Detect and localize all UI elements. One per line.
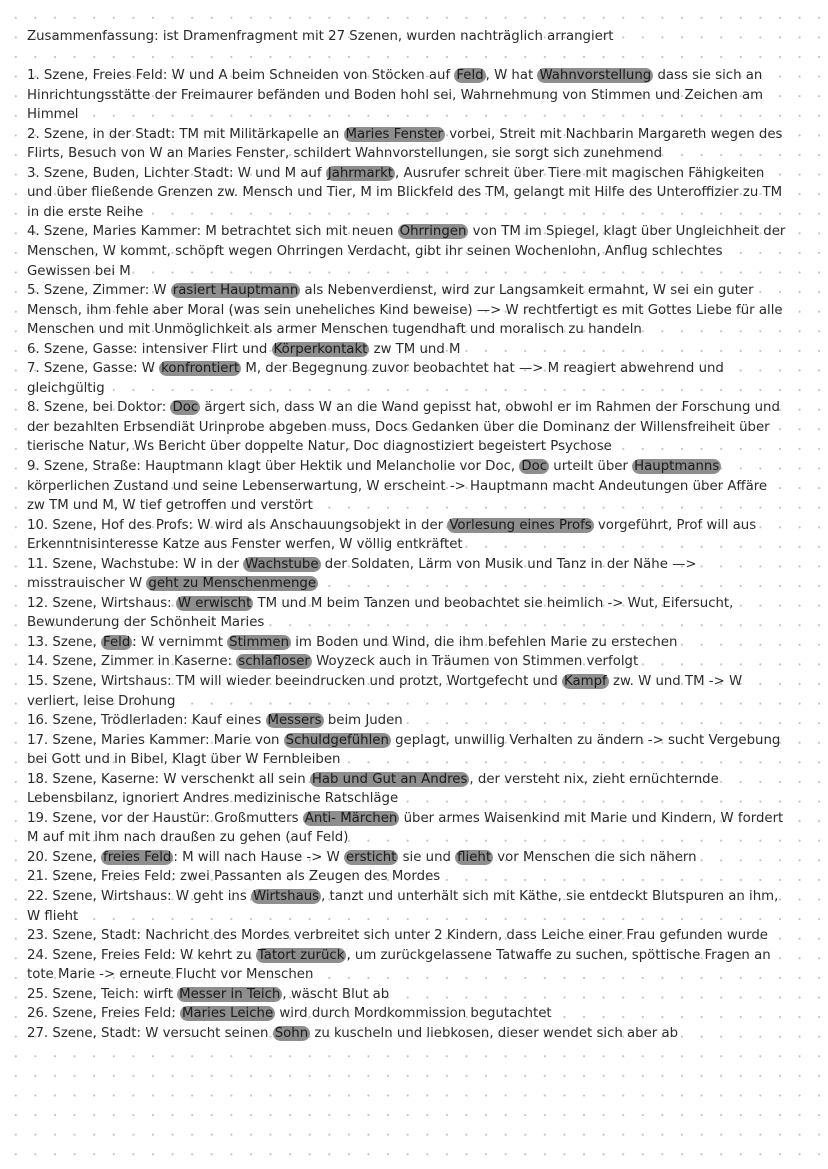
scene-text: von TM im Spiegel, klagt über Ungleichheit der Menschen, W kommt, schöpft wegen Ohrringen Verdacht, gibt ihr seinen Wochenlohn, Anflug schlechtes Gewissen bei M (27, 224, 786, 279)
scene-text: , wäscht Blut ab (282, 986, 390, 1002)
scene-text: 18. Szene, Kaserne: W verschenkt all sein (27, 771, 310, 787)
scene-text: 16. Szene, Trödlerladen: Kauf eines (27, 713, 266, 729)
highlighted-keyword: Messer in Teich (179, 986, 281, 1002)
scene-text: geplagt, unwillig Verhalten zu ändern -> sucht Vergebung bei Gott und in Bibel, Klagt über W Fernbleiben (27, 732, 781, 768)
highlighted-keyword: Ohrringen (399, 224, 467, 240)
scene-10 (27, 516, 789, 555)
scene-text: 22. Szene, Wirtshaus: W geht ins (27, 889, 251, 905)
highlighted-keyword: flieht (457, 849, 492, 865)
scene-12 (27, 594, 789, 633)
scene-22 (27, 887, 789, 926)
scene-text: 13. Szene, (27, 634, 102, 650)
scene-text: 15. Szene, Wirtshaus: TM will wieder beeindrucken und protzt, Wortgefecht und (27, 674, 563, 689)
scene-list (27, 66, 789, 1043)
scene-text: vorbei, Streit mit Nachbarin Margareth wegen des Flirts, Besuch von W an Maries Fenster, schildert Wahnvorstellungen, sie sorgt sich zunehmend (27, 126, 783, 162)
scene-25 (27, 985, 789, 1005)
scene-19 (27, 809, 789, 848)
scene-text: 10. Szene, Hof des Profs: W wird als Anschauungsobjekt in der (27, 517, 448, 533)
scene-26 (27, 1004, 789, 1024)
highlighted-keyword: Kampf (564, 674, 607, 689)
highlighted-keyword: Anti- Märchen (304, 810, 398, 826)
scene-text: 25. Szene, Teich: wirft (27, 986, 178, 1002)
scene-text: ärgert sich, dass W an die Wand gepisst hat, obwohl er im Rahmen der Forschung und der bezahlten Erbsendiät Urinprobe abgeben muss, Docs Gedanken über die Dominanz der Willensfreiheit über tierische Natur, Ws Bericht über doppelte Natur, Doc diagnostiziert begeistert Psychose (27, 400, 780, 455)
scene-text: 24. Szene, Freies Feld: W kehrt zu (27, 947, 256, 963)
scene-9 (27, 457, 789, 516)
scene-21 (27, 867, 789, 887)
scene-text: 8. Szene, bei Doktor: (27, 400, 171, 416)
scene-5 (27, 281, 789, 340)
highlighted-keyword: Maries Leiche (182, 1006, 274, 1022)
highlighted-keyword: Körperkontakt (273, 341, 368, 357)
scene-18 (27, 770, 789, 809)
highlighted-keyword: Wachstube (245, 556, 319, 572)
scene-text: vor Menschen die sich nähern (493, 849, 697, 865)
scene-text: 21. Szene, Freies Feld: zwei Passanten als Zeugen des Mordes (27, 869, 441, 885)
highlighted-keyword: Schuldgefühlen (285, 732, 389, 748)
scene-text: 1. Szene, Freies Feld: W und A beim Schneiden von Stöcken auf (27, 68, 455, 84)
scene-8 (27, 398, 789, 457)
scene-text: der Soldaten, Lärm von Musik und Tanz in der Nähe —> misstrauischer W (27, 556, 697, 592)
scene-text: 11. Szene, Wachstube: W in der (27, 556, 244, 572)
scene-text: über armes Waisenkind mit Marie und Kindern, W fordert M auf mit ihm nach draußen zu gehen (auf Feld) (27, 810, 784, 846)
scene-27 (27, 1024, 789, 1044)
highlighted-keyword: Sohn (274, 1025, 309, 1041)
highlighted-keyword: geht zu Menschenmenge (148, 576, 317, 592)
scene-text: 2. Szene, in der Stadt: TM mit Militärkapelle an (27, 126, 344, 142)
scene-text: 7. Szene, Gasse: W (27, 361, 160, 377)
scene-17 (27, 731, 789, 770)
scene-text: beim Juden (323, 713, 403, 729)
scene-text: 27. Szene, Stadt: W versucht seinen (27, 1025, 273, 1041)
highlighted-keyword: Feld (103, 634, 131, 650)
scene-text: körperlichen Zustand und seine Lebenserwartung, W erscheint -> Hauptmann macht Andeutungen über Affäre zw TM und M, W tief getroffen und verstört (27, 478, 768, 514)
scene-15 (27, 672, 789, 711)
scene-text: , Ausrufer schreit über Tiere mit magischen Fähigkeiten und über fließende Grenzen zw. Mensch und Tier, M im Blickfeld des TM, gelangt mit Hilfe des Unteroffizier zu TM in die erste Reihe (27, 165, 783, 220)
scene-text: 20. Szene, (27, 849, 102, 865)
highlighted-keyword: Tatort zurück (257, 947, 345, 963)
scene-text: , der versteht nix, zieht ernüchternde Lebensbilanz, ignoriert Andres medizinische Ratschläge (27, 771, 719, 807)
highlighted-keyword: Stimmen (229, 634, 290, 650)
highlighted-keyword: Doc (172, 400, 199, 416)
highlighted-keyword: Wahnvorstellung (539, 68, 652, 84)
scene-text: 3. Szene, Buden, Lichter Stadt: W und M auf (27, 165, 326, 181)
scene-text: 17. Szene, Maries Kammer: Marie von (27, 732, 284, 748)
scene-text: , W hat (485, 68, 538, 84)
highlighted-keyword: ersticht (345, 849, 397, 865)
scene-text: 4. Szene, Maries Kammer: M betrachtet sich mit neuen (27, 224, 398, 240)
highlighted-keyword: W erwischt (177, 595, 252, 611)
highlighted-keyword: Maries Fenster (345, 126, 443, 142)
scene-7 (27, 359, 789, 398)
scene-20 (27, 848, 789, 868)
scene-text: dass sie sich an Hinrichtungsstätte der Freimaurer befänden und Boden hohl sei, Wahrnehmung von Stimmen und Zeichen am Himmel (27, 68, 764, 123)
scene-text: 5. Szene, Zimmer: W (27, 283, 171, 299)
scene-text: 19. Szene, vor der Haustür: Großmutters (27, 810, 303, 826)
highlighted-keyword: schlafloser (238, 654, 310, 670)
scene-11 (27, 555, 789, 594)
highlighted-keyword: Feld (456, 68, 484, 84)
summary-line: Zusammenfassung: ist Dramenfragment mit 27 Szenen, wurden nachträglich arrangiert (27, 29, 614, 44)
scene-14 (27, 652, 789, 672)
scene-text: zw TM und M (369, 341, 461, 357)
scene-text: : W vernimmt (132, 634, 228, 650)
highlighted-keyword: Wirtshaus (252, 889, 320, 905)
highlighted-keyword: freies Feld (103, 849, 172, 865)
scene-16 (27, 711, 789, 731)
scene-text: 14. Szene, Zimmer in Kaserne: (27, 654, 237, 670)
highlighted-keyword: rasiert Hauptmann (172, 283, 299, 299)
scene-text: zw. W und TM -> W verliert, leise Drohung (27, 674, 743, 709)
highlighted-keyword: Jahrmarkt (327, 165, 394, 181)
scene-3 (27, 164, 789, 223)
scene-text: 26. Szene, Freies Feld: (27, 1006, 181, 1022)
scene-6 (27, 340, 789, 360)
highlighted-keyword: Messers (267, 713, 322, 729)
highlighted-keyword: Hab und Gut an Andres (311, 771, 468, 787)
highlighted-keyword: Vorlesung eines Profs (449, 517, 592, 533)
scene-text: als Nebenverdienst, wird zur Langsamkeit ermahnt, W sei ein guter Mensch, ihm fehle aber Moral (was sein uneheliches Kind beweise) —> W rechtfertigt es mit Gottes Liebe für alle Menschen und mit Unmöglichkeit als armer Menschen tugendhaft und moralisch zu handeln (27, 283, 783, 338)
scene-23 (27, 926, 789, 946)
highlighted-keyword: Hauptmanns (634, 458, 720, 474)
scene-text: vorgeführt, Prof will aus Erkenntnisinteresse Katze aus Fenster werfen, W völlig entkräftet (27, 517, 757, 553)
scene-4 (27, 222, 789, 281)
scene-2 (27, 125, 789, 164)
scene-text: TM und M beim Tanzen und beobachtet sie heimlich -> Wut, Eifersucht, Bewunderung der Schönheit Maries (27, 595, 734, 631)
highlighted-keyword: konfrontiert (161, 361, 240, 377)
scene-text: , um zurückgelassene Tatwaffe zu suchen, spöttische Fragen an tote Marie -> erneute Flucht vor Menschen (27, 947, 771, 983)
scene-text: im Boden und Wind, die ihm befehlen Marie zu erstechen (291, 634, 678, 650)
notes-page (27, 27, 789, 1043)
scene-text: M, der Begegnung zuvor beobachtet hat —> M reagiert abwehrend und gleichgültig (27, 361, 724, 396)
scene-text: wird durch Mordkommission begutachtet (275, 1006, 552, 1022)
scene-24 (27, 946, 789, 985)
scene-1 (27, 66, 789, 125)
scene-text: 12. Szene, Wirtshaus: (27, 595, 176, 611)
scene-text: 9. Szene, Straße: Hauptmann klagt über Hektik und Melancholie vor Doc, (27, 458, 520, 474)
scene-text: zu kuscheln und liebkosen, dieser wendet sich aber ab (310, 1025, 679, 1041)
scene-text: Woyzeck auch in Träumen von Stimmen verfolgt (311, 654, 639, 670)
scene-text: , tanzt und unterhält sich mit Käthe, sie entdeckt Blutspuren an ihm, W flieht (27, 889, 779, 924)
scene-text: urteilt über (549, 458, 633, 474)
scene-text: 23. Szene, Stadt: Nachricht des Mordes verbreitet sich unter 2 Kindern, dass Leiche einer Frau gefunden wurde (27, 928, 768, 944)
scene-text: 6. Szene, Gasse: intensiver Flirt und (27, 341, 272, 357)
highlighted-keyword: Doc (521, 458, 548, 474)
scene-text: : M will nach Hause -> W (173, 849, 344, 865)
scene-13 (27, 633, 789, 653)
scene-text: sie und (398, 849, 456, 865)
